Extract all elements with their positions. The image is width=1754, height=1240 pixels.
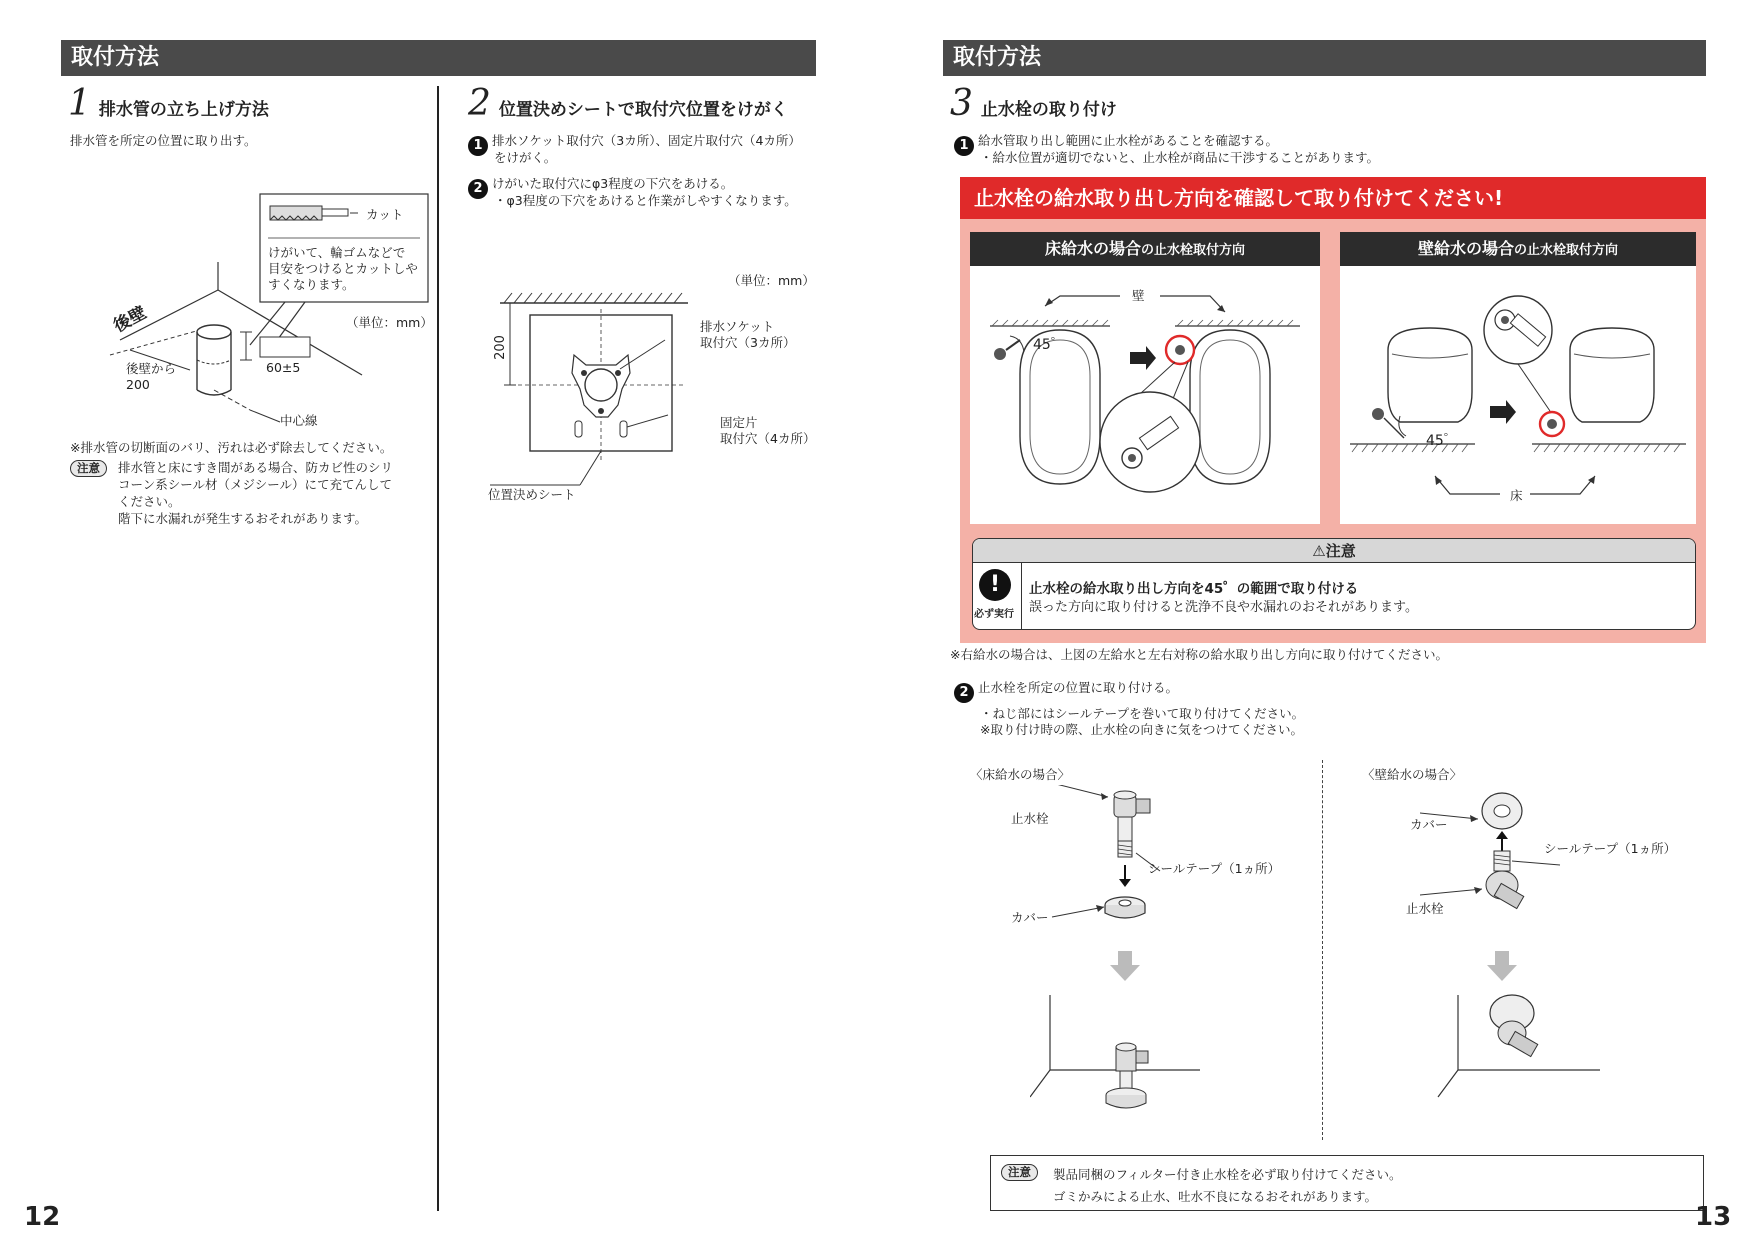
step2-title: 位置決めシートで取付穴位置をけがく [498,100,788,120]
must-do-icon: ! [979,569,1011,601]
rear-wall-label: 後壁 [110,302,150,337]
step2-unit: （単位：mm） [728,273,815,288]
step3-item1-num: 1 [954,136,974,156]
page-number-left: 12 [24,1202,61,1232]
caution-line-1: 排水管と床にすき間がある場合、防カビ性のシリ [118,460,394,475]
callout-cut-label: カット [366,207,404,222]
wall-stopcock-label: 止水栓 [1406,901,1444,916]
caution-sub: 誤った方向に取り付けると洗浄不良や水漏れのおそれがあります。 [1029,600,1418,615]
floor-cover-label: カバー [1011,910,1049,925]
floor-label: 床 [1510,488,1523,503]
floor-install-illustration [1030,785,1310,1125]
burr-note: ※排水管の切断面のバリ、汚れは必ず除去してください。 [70,440,393,455]
callout-text-1: けがいて、輪ゴムなどで [268,245,406,260]
section-title-left: 取付方法 [61,40,816,76]
fixing-label-1: 固定片 [720,415,758,430]
bottom-note-line-1: 製品同梱のフィルター付き止水栓を必ず取り付けてください。 [1053,1167,1402,1182]
step3-item2-num: 2 [954,683,974,703]
step2-item1-cont: をけがく。 [494,150,557,165]
page-number-right: 13 [1695,1202,1732,1232]
wall-label: 壁 [1132,288,1145,303]
floor-seal-tape-label: シールテープ（1ヵ所） [1148,861,1281,876]
step3-heading [950,83,1117,124]
bottom-note-box [990,1155,1704,1211]
step2-heading [468,83,788,124]
floor-stopcock-label: 止水栓 [1011,811,1049,826]
caution-box [972,538,1696,630]
callout-text-3: すくなります。 [268,277,355,292]
caution-divider [1021,563,1022,630]
angle-label-wall: 45゜ [1426,433,1458,449]
wall-cover-label: カバー [1410,817,1448,832]
case-divider [1322,760,1323,1140]
dimension-label: 60±5 [266,360,301,375]
step1-desc: 排水管を所定の位置に取り出す。 [70,133,257,148]
socket-label-2: 取付穴（3カ所） [700,335,796,350]
wall-seal-tape-label: シールテープ（1ヵ所） [1544,841,1677,856]
step2-item2-num: 2 [468,179,488,199]
caution-line-2: コーン系シール材（メジシール）にて充てんして [118,477,392,492]
caution-line-3: ください。 [118,494,181,509]
fixing-label-2: 取付穴（4カ所） [720,431,816,446]
warning-banner: 止水栓の給水取り出し方向を確認して取り付けてください! [960,177,1706,219]
step1-number: 1 [68,83,91,124]
from-rear-wall-label-1: 後壁から [126,361,177,376]
angle-label-floor: 45゜ [1033,337,1065,353]
step2-number: 2 [468,83,491,124]
bottom-note-badge: 注意 [1001,1164,1038,1181]
step3-item2-line3: ※取り付け時の際、止水栓の向きに気をつけてください。 [980,722,1303,737]
wall-panel-title: 壁給水の場合の止水栓取付方向 [1340,232,1696,266]
caution-heading: ⚠注意 [973,539,1695,563]
step2-item2: 2 けがいた取付穴にφ3程度の下穴をあける。 [468,176,733,199]
must-do-label: 必ず実行 [974,609,1014,620]
caution-badge-left: 注意 [70,460,107,477]
wall-case-label: 〈壁給水の場合〉 [1362,767,1463,782]
step1-heading [68,83,269,124]
step3-item2-line2: ・ねじ部にはシールテープを巻いて取り付けてください。 [980,706,1305,721]
step1-title: 排水管の立ち上げ方法 [98,100,269,120]
right-supply-note: ※右給水の場合は、上図の左給水と左右対称の給水取り出し方向に取り付けてください。 [950,647,1448,662]
step3-item2: 2 止水栓を所定の位置に取り付ける。 [954,680,1178,703]
socket-label-1: 排水ソケット [700,319,775,334]
floor-panel-title: 床給水の場合の止水栓取付方向 [970,232,1320,266]
dimension-200: 200 [492,335,508,360]
wall-install-illustration [1420,785,1700,1125]
step2-item1-num: 1 [468,136,488,156]
step3-number: 3 [950,83,973,124]
step3-item1-cont: ・給水位置が適切でないと、止水栓が商品に干渉することがあります。 [980,150,1380,165]
bottom-note-line-2: ゴミかみによる止水、吐水不良になるおそれがあります。 [1053,1189,1378,1204]
step3-item1: 1 給水管取り出し範囲に止水栓があることを確認する。 [954,133,1278,156]
center-line-label: 中心線 [280,413,318,428]
caution-line-4: 階下に水漏れが発生するおそれがあります。 [118,511,368,526]
step2-item1: 1 排水ソケット取付穴（3カ所）、固定片取付穴（4カ所） [468,133,801,156]
floor-supply-illustration [970,266,1320,524]
step2-item2-cont: ・φ3程度の下穴をあけると作業がしやすくなります。 [494,193,797,208]
caution-main: 止水栓の給水取り出し方向を45゜の範囲で取り付ける [1029,581,1359,597]
from-rear-wall-label-2: 200 [126,377,150,392]
wall-supply-illustration [1340,266,1696,524]
floor-case-label: 〈床給水の場合〉 [970,767,1071,782]
step1-unit: （単位：mm） [346,315,433,330]
section-title-right: 取付方法 [943,40,1706,76]
step3-title: 止水栓の取り付け [980,100,1117,120]
callout-text-2: 目安をつけるとカットしや [268,261,418,276]
sheet-label: 位置決めシート [488,487,576,502]
